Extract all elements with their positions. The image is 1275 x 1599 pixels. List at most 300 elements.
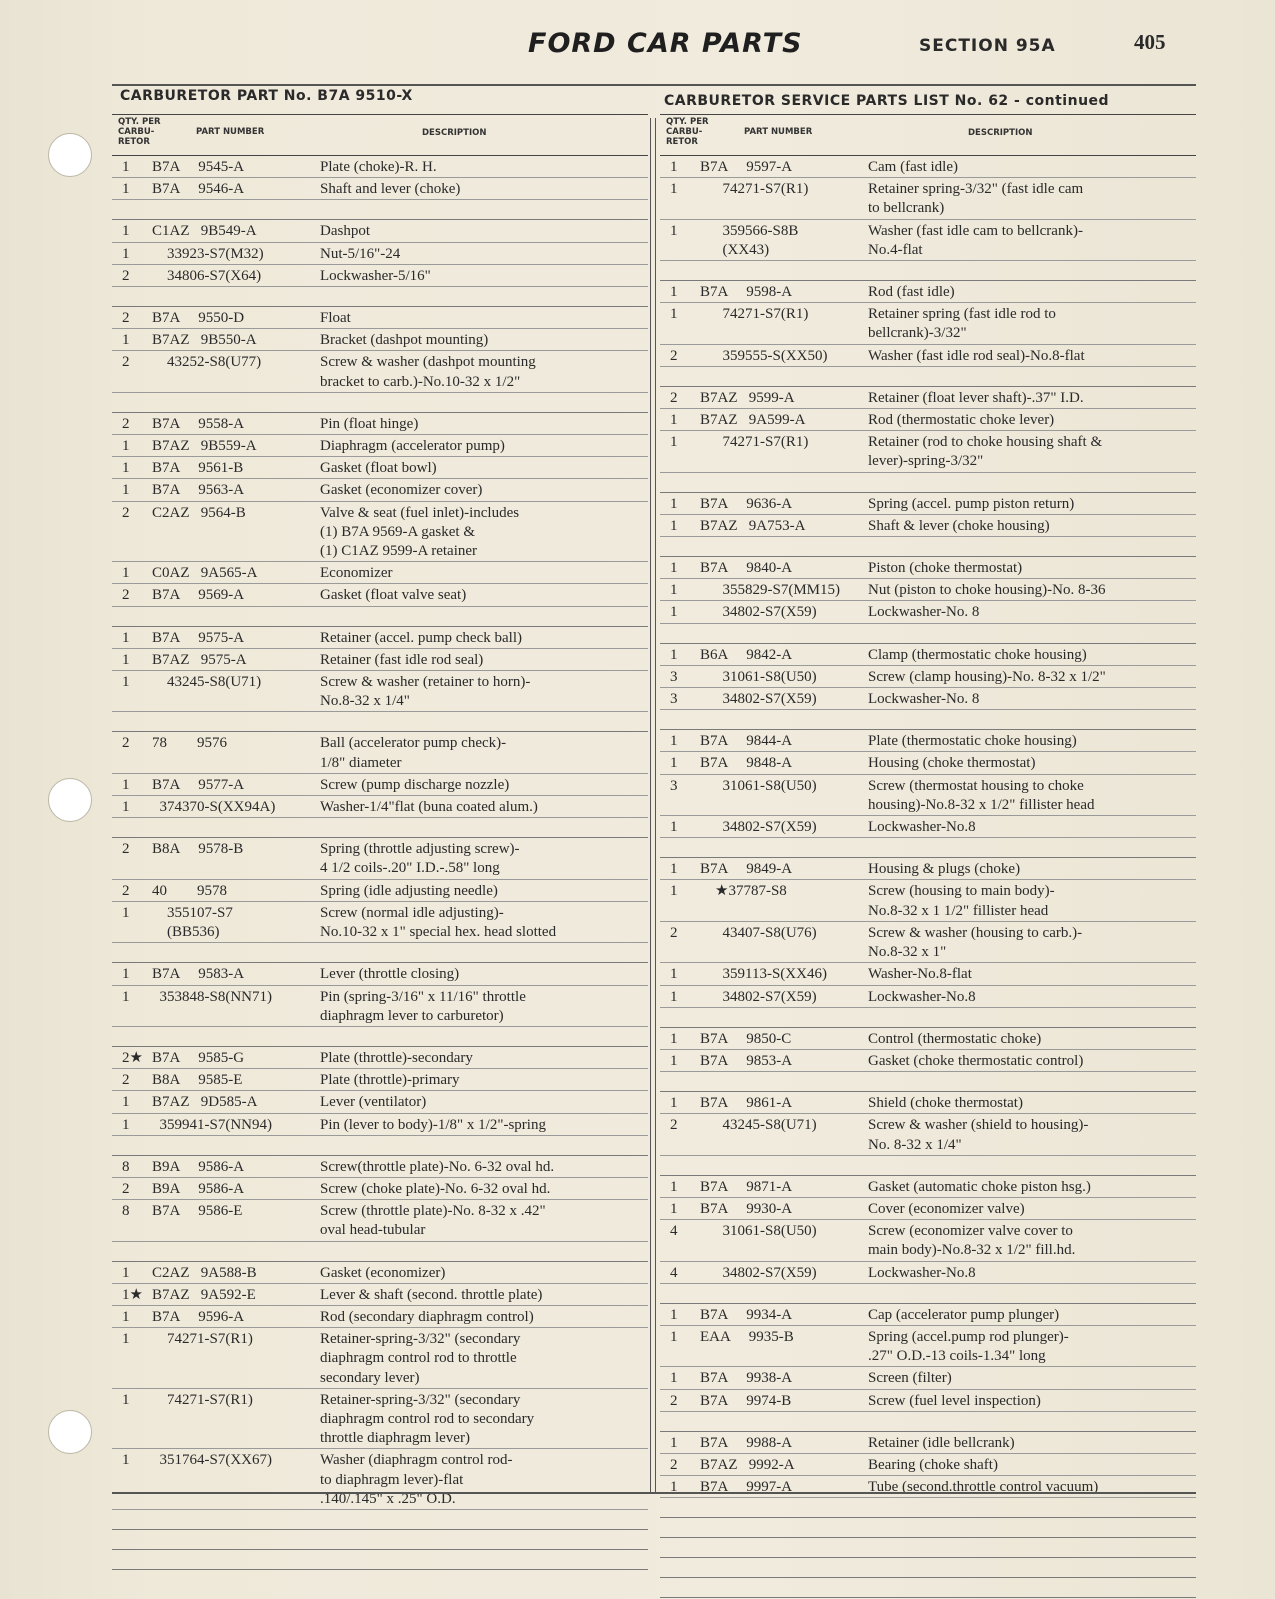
part-row [112,880,648,902]
part-row [112,502,648,563]
part-number-cell: B7AZ 9A753-A [700,517,806,534]
qty-cell: 8 [122,1158,130,1175]
qty-cell: 1 [122,181,130,198]
row-spacer [112,200,648,220]
qty-cell: 1 [670,966,678,983]
part-number-cell: 43245-S8(U71) [700,1117,817,1134]
qty-cell: 2 [122,310,130,327]
qty-cell: 1 [122,966,130,983]
part-number-cell: 351764-S7(XX67) [152,1452,272,1469]
row-spacer [660,367,1196,387]
row-spacer [660,1518,1196,1538]
part-row [660,1050,1196,1072]
row-spacer [660,1558,1196,1578]
description-cell: Float [320,310,351,327]
row-spacer [660,710,1196,730]
description-cell: Gasket (float bowl) [320,460,437,477]
qty-cell: 2 [122,354,130,371]
part-number-cell: 31061-S8(U50) [700,1223,817,1240]
description-cell: Washer-1/4"flat (buna coated alum.) [320,799,538,816]
part-number-cell: B7AZ 9A599-A [700,412,806,429]
qty-cell: 1 [670,582,678,599]
description-cell: Gasket (economizer) [320,1264,446,1281]
left-column [112,84,648,1570]
part-number-cell: 40 9578 [152,882,227,899]
qty-cell: 2 [122,1180,130,1197]
part-row [660,1220,1196,1261]
description-cell: Screw (choke plate)-No. 6-32 oval hd. [320,1180,551,1197]
row-spacer [660,624,1196,644]
part-number-cell: B7A 9546-A [152,181,245,198]
description-cell: Lockwasher-5/16" [320,267,431,284]
description-cell: Housing & plugs (choke) [868,861,1021,878]
brand-title: FORD CAR PARTS [528,28,803,59]
description-cell: Retainer spring-3/32" (fast idle cam to bellcrank) [868,181,1084,217]
part-row [660,1390,1196,1412]
part-number-cell: B7A 9636-A [700,495,793,512]
part-number-cell: B7A 9545-A [152,159,245,175]
part-row [112,1114,648,1136]
qty-cell: 1 [670,1306,678,1323]
part-row [660,345,1196,367]
description-cell: Rod (secondary diaphragm control) [320,1308,534,1325]
part-row [660,579,1196,601]
qty-cell: 1 [122,1094,130,1111]
part-number-cell: 74271-S7(R1) [700,434,809,451]
column-divider [650,118,651,1494]
part-row [660,409,1196,431]
qty-cell: 2 [122,415,130,432]
qty-cell: 1 [670,560,678,577]
description-cell: Lockwasher-No. 8 [868,604,980,621]
part-row [660,1432,1196,1454]
description-cell: Spring (idle adjusting needle) [320,882,498,899]
description-cell: Tube (second.throttle control vacuum) [868,1479,1099,1496]
column-headers [112,114,648,156]
row-spacer [112,1530,648,1550]
description-header: DESCRIPTION [968,128,1033,138]
part-row [112,963,648,985]
description-cell: Screw (clamp housing)-No. 8-32 x 1/2" [868,668,1106,685]
binder-hole [48,1410,92,1454]
part-row [112,562,648,584]
footer-rule [112,1492,1196,1494]
part-number-cell: 33923-S7(M32) [152,245,264,262]
qty-cell: 1 [670,883,678,900]
part-number-cell: C2AZ 9564-B [152,504,246,521]
qty-cell: 1 [670,819,678,836]
qty-cell: 2 [122,1072,130,1089]
row-spacer [112,607,648,627]
part-number-cell: B7A 9598-A [700,284,793,301]
part-number-cell: B7A 9596-A [152,1308,245,1325]
description-cell: Nut-5/16"-24 [320,245,401,262]
row-spacer [660,473,1196,493]
part-number-cell: 31061-S8(U50) [700,668,817,685]
qty-cell: 2★ [122,1049,143,1066]
qty-cell: 1 [670,222,678,239]
part-number-header: PART NUMBER [744,127,813,137]
page-number: 405 [1134,30,1166,54]
part-row [660,493,1196,515]
qty-cell: 1 [122,799,130,816]
right-column-title: CARBURETOR SERVICE PARTS LIST No. 62 - continued [664,93,1110,109]
part-number-cell: 74271-S7(R1) [700,306,809,323]
row-spacer [660,1284,1196,1304]
part-row [660,1454,1196,1476]
part-number-cell: B7A 9840-A [700,560,793,577]
part-number-cell: B7AZ 9992-A [700,1456,795,1473]
qty-cell: 1 [122,460,130,477]
part-number-cell: B7A 9938-A [700,1370,793,1387]
part-number-cell: B7A 9575-A [152,629,245,646]
part-row [112,413,648,435]
part-row [660,1176,1196,1198]
description-cell: Bracket (dashpot mounting) [320,332,489,349]
part-number-cell: ★37787-S8 [700,883,787,900]
part-number-cell: B7A 9586-E [152,1203,243,1220]
description-cell: Plate (thermostatic choke housing) [868,733,1077,750]
qty-cell: 1 [122,1331,130,1348]
description-cell: Pin (lever to body)-1/8" x 1/2"-spring [320,1116,546,1133]
part-row [112,838,648,879]
part-row [112,329,648,351]
part-number-cell: 31061-S8(U50) [700,777,817,794]
part-number-cell: B8A 9578-B [152,841,244,858]
description-cell: Retainer (rod to choke housing shaft & lever)-spring-3/32" [868,434,1103,470]
part-number-cell: B7A 9930-A [700,1200,793,1217]
row-spacer [660,1538,1196,1558]
part-number-cell: B7AZ 9B550-A [152,332,257,349]
description-cell: Plate (choke)-R. H. [320,159,437,175]
description-cell: Screw(throttle plate)-No. 6-32 oval hd. [320,1158,555,1175]
description-cell: Screw (throttle plate)-No. 8-32 x .42" oval head-tubular [320,1203,546,1239]
right-parts-list [660,156,1196,1598]
qty-cell: 1 [122,904,130,921]
description-cell: Plate (throttle)-primary [320,1072,460,1089]
part-row [112,307,648,329]
description-cell: Retainer (float lever shaft)-.37" I.D. [868,389,1084,406]
qty-cell: 3 [670,777,678,794]
qty-cell: 2 [122,882,130,899]
row-spacer [112,393,648,413]
part-row [112,178,648,200]
part-row [112,774,648,796]
qty-cell: 1 [122,245,130,262]
part-number-cell: C0AZ 9A565-A [152,565,258,582]
part-number-cell: B7AZ 9599-A [700,389,795,406]
part-row [660,666,1196,688]
qty-cell: 1 [670,434,678,451]
qty-cell: 1 [670,1370,678,1387]
part-row [660,880,1196,921]
qty-cell: 1 [122,159,130,175]
description-cell: Nut (piston to choke housing)-No. 8-36 [868,582,1106,599]
part-row [660,1262,1196,1284]
qty-cell: 1 [670,1434,678,1451]
part-number-cell: B7AZ 9D585-A [152,1094,258,1111]
description-cell: Economizer [320,565,393,582]
row-spacer [112,943,648,963]
part-number-cell: 34802-S7(X59) [700,604,817,621]
part-row [660,858,1196,880]
row-spacer [660,261,1196,281]
part-row [112,435,648,457]
description-cell: Lockwasher-No.8 [868,988,976,1005]
qty-cell: 8 [122,1203,130,1220]
description-cell: Screw (thermostat housing to choke housing)-No.8-32 x 1/2" fillister head [868,777,1095,813]
part-row [112,732,648,773]
description-cell: Housing (choke thermostat) [868,755,1036,772]
qty-cell: 1 [122,1308,130,1325]
qty-cell: 1 [670,646,678,663]
part-row [112,1047,648,1069]
part-number-cell: B7A 9577-A [152,776,245,793]
part-number-cell: 359566-S8B (XX43) [722,222,799,258]
description-cell: Screw (economizer valve cover to main body)-No.8-32 x 1/2" fill.hd. [868,1223,1076,1259]
qty-cell: 1 [670,733,678,750]
qty-cell: 2 [122,267,130,284]
qty-cell: 1 [670,1030,678,1047]
part-row [112,1328,648,1389]
description-cell: Washer (fast idle rod seal)-No.8-flat [868,347,1085,364]
row-spacer [112,287,648,307]
part-number-cell: B7A 9871-A [700,1178,793,1195]
description-cell: Cover (economizer valve) [868,1200,1025,1217]
part-number-cell: B7A 9558-A [152,415,245,432]
part-row [660,156,1196,178]
left-parts-list [112,156,648,1570]
description-cell: Bearing (choke shaft) [868,1456,998,1473]
row-spacer [112,1242,648,1262]
description-cell: Shaft & lever (choke housing) [868,517,1050,534]
part-row [112,156,648,178]
description-cell: Gasket (choke thermostatic control) [868,1052,1084,1069]
qty-cell: 1 [122,565,130,582]
part-number-cell: 43407-S8(U76) [700,924,817,941]
part-row [660,963,1196,985]
qty-cell: 1 [122,988,130,1005]
part-row [660,775,1196,816]
qty-cell: 1 [670,1200,678,1217]
part-row [112,649,648,671]
part-row [112,627,648,649]
description-cell: Retainer spring (fast idle rod to bellcrank)-3/32" [868,306,1056,342]
part-number-cell: B7AZ 9B559-A [152,438,257,455]
part-row [112,243,648,265]
part-row [660,303,1196,344]
description-cell: Gasket (float valve seat) [320,587,467,604]
binder-hole [48,778,92,822]
row-spacer [660,1412,1196,1432]
description-cell: Screw (pump discharge nozzle) [320,776,510,793]
binder-hole [48,133,92,177]
part-number-cell: 355107-S7 (BB536) [167,904,233,941]
qty-cell: 1 [122,651,130,668]
part-number-cell: B7A 9850-C [700,1030,792,1047]
part-row [112,1069,648,1091]
part-row [112,986,648,1027]
row-spacer [112,712,648,732]
part-number-cell: C1AZ 9B549-A [152,223,257,240]
row-spacer [112,818,648,838]
column-headers [660,114,1196,156]
qty-cell: 1 [670,517,678,534]
description-cell: Retainer-spring-3/32" (secondary diaphragm control rod to throttle secondary lever) [320,1331,521,1386]
part-number-cell: B7A 9597-A [700,159,793,175]
qty-cell: 3 [670,691,678,708]
part-row [112,1284,648,1306]
description-cell: Spring (accel. pump piston return) [868,495,1075,512]
description-cell: Gasket (automatic choke piston hsg.) [868,1178,1091,1195]
row-spacer [660,838,1196,858]
qty-cell: 1 [670,604,678,621]
qty-cell: 1 [122,332,130,349]
part-row [660,730,1196,752]
part-row [660,688,1196,710]
part-row [660,1367,1196,1389]
description-cell: Screw (housing to main body)- No.8-32 x 1 1/2" fillister head [868,883,1055,919]
part-number-cell: B7AZ 9A592-E [152,1286,256,1303]
part-number-cell: B7A 9563-A [152,482,245,499]
description-cell: Washer-No.8-flat [868,966,972,983]
description-cell: Retainer (fast idle rod seal) [320,651,484,668]
description-cell: Lockwasher-No.8 [868,1264,976,1281]
row-spacer [660,1156,1196,1176]
part-number-cell: B7A 9569-A [152,587,245,604]
description-cell: Lockwasher-No.8 [868,819,976,836]
part-number-cell: 355829-S7(MM15) [700,582,841,599]
description-cell: Screw & washer (dashpot mounting bracket to carb.)-No.10-32 x 1/2" [320,354,536,390]
row-spacer [660,537,1196,557]
part-row [660,281,1196,303]
part-number-cell: 78 9576 [152,735,227,752]
description-cell: Lever & shaft (second. throttle plate) [320,1286,543,1303]
part-number-cell: B7A 9583-A [152,966,245,983]
description-cell: Washer (fast idle cam to bellcrank)- No.4-flat [868,222,1083,258]
part-row [660,601,1196,623]
qty-cell: 1★ [122,1286,143,1303]
description-cell: Screw & washer (housing to carb.)- No.8-32 x 1" [868,924,1083,961]
qty-cell: 1 [670,412,678,429]
part-row [112,1091,648,1113]
part-row [112,902,648,943]
left-column-title: CARBURETOR PART No. B7A 9510-X [120,88,413,104]
qty-cell: 1 [670,861,678,878]
part-number-cell: B7A 9550-D [152,310,245,327]
part-row [660,387,1196,409]
description-cell: Spring (accel.pump rod plunger)- .27" O.D.-13 coils-1.34" long [868,1328,1069,1365]
row-spacer [112,1027,648,1047]
qty-cell: 1 [670,1479,678,1496]
row-spacer [112,1136,648,1156]
description-cell: Clamp (thermostatic choke housing) [868,646,1087,663]
row-spacer [660,1578,1196,1598]
part-row [660,1304,1196,1326]
qty-cell: 2 [670,1117,678,1134]
part-number-cell: EAA 9935-B [700,1328,794,1345]
part-number-cell: 34802-S7(X59) [700,988,817,1005]
row-spacer [660,1072,1196,1092]
part-number-cell: B7A 9849-A [700,861,793,878]
part-number-cell: 359941-S7(NN94) [152,1116,272,1133]
description-cell: Spring (throttle adjusting screw)- 4 1/2 coils-.20" I.D.-.58" long [320,841,520,877]
qty-cell: 1 [122,1264,130,1281]
qty-cell: 1 [670,755,678,772]
part-row [660,986,1196,1008]
qty-cell: 1 [122,482,130,499]
part-number-cell: B9A 9586-A [152,1180,245,1197]
part-number-cell: B7A 9844-A [700,733,793,750]
part-row [112,1156,648,1178]
part-row [112,584,648,606]
part-number-cell: B7A 9853-A [700,1052,793,1069]
part-row [112,1389,648,1450]
description-cell: Shield (choke thermostat) [868,1095,1023,1112]
part-row [112,671,648,712]
part-number-cell: 74271-S7(R1) [152,1391,253,1408]
part-row [660,431,1196,472]
description-cell: Ball (accelerator pump check)- 1/8" diameter [320,735,507,771]
column-divider [655,118,656,1494]
part-row [112,1306,648,1328]
description-header: DESCRIPTION [422,128,487,138]
qty-cell: 4 [670,1264,678,1281]
qty-cell: 1 [670,1178,678,1195]
part-row [112,457,648,479]
part-number-cell: 34802-S7(X59) [700,1264,817,1281]
qty-cell: 2 [122,841,130,858]
qty-cell: 2 [122,587,130,604]
qty-cell: 1 [670,181,678,198]
description-cell: Plate (throttle)-secondary [320,1049,473,1066]
part-row [112,265,648,287]
description-cell: Cap (accelerator pump plunger) [868,1306,1060,1323]
right-column [660,84,1196,1598]
part-row [660,1476,1196,1498]
part-number-cell: B7A 9561-B [152,460,244,477]
part-number-cell: 74271-S7(R1) [152,1331,253,1348]
part-number-cell: 34802-S7(X59) [700,819,817,836]
qty-cell: 1 [122,629,130,646]
description-cell: Lever (throttle closing) [320,966,460,983]
part-row [660,178,1196,219]
part-row [112,1262,648,1284]
part-number-header: PART NUMBER [196,127,265,137]
part-number-cell: 34806-S7(X64) [152,267,262,284]
description-cell: Lever (ventilator) [320,1094,427,1111]
part-number-cell: 43245-S8(U71) [152,674,262,691]
qty-cell: 4 [670,1223,678,1240]
part-row [112,1178,648,1200]
row-spacer [112,1510,648,1530]
qty-cell: 1 [670,306,678,323]
part-row [660,752,1196,774]
part-number-cell: 43252-S8(U77) [152,354,262,371]
qty-cell: 2 [670,924,678,941]
part-number-cell: B7A 9861-A [700,1095,793,1112]
part-number-cell: 359113-S(XX46) [700,966,827,983]
part-number-cell: B7A 9974-B [700,1392,792,1409]
qty-cell: 2 [670,347,678,364]
description-cell: Rod (fast idle) [868,284,955,301]
part-number-cell: B6A 9842-A [700,646,793,663]
part-row [112,796,648,818]
qty-cell: 1 [122,223,130,240]
part-row [112,479,648,501]
description-cell: Retainer (accel. pump check ball) [320,629,522,646]
description-cell: Washer (diaphragm control rod- to diaphragm lever)-flat .140/.145" x .25" O.D. [320,1452,513,1507]
